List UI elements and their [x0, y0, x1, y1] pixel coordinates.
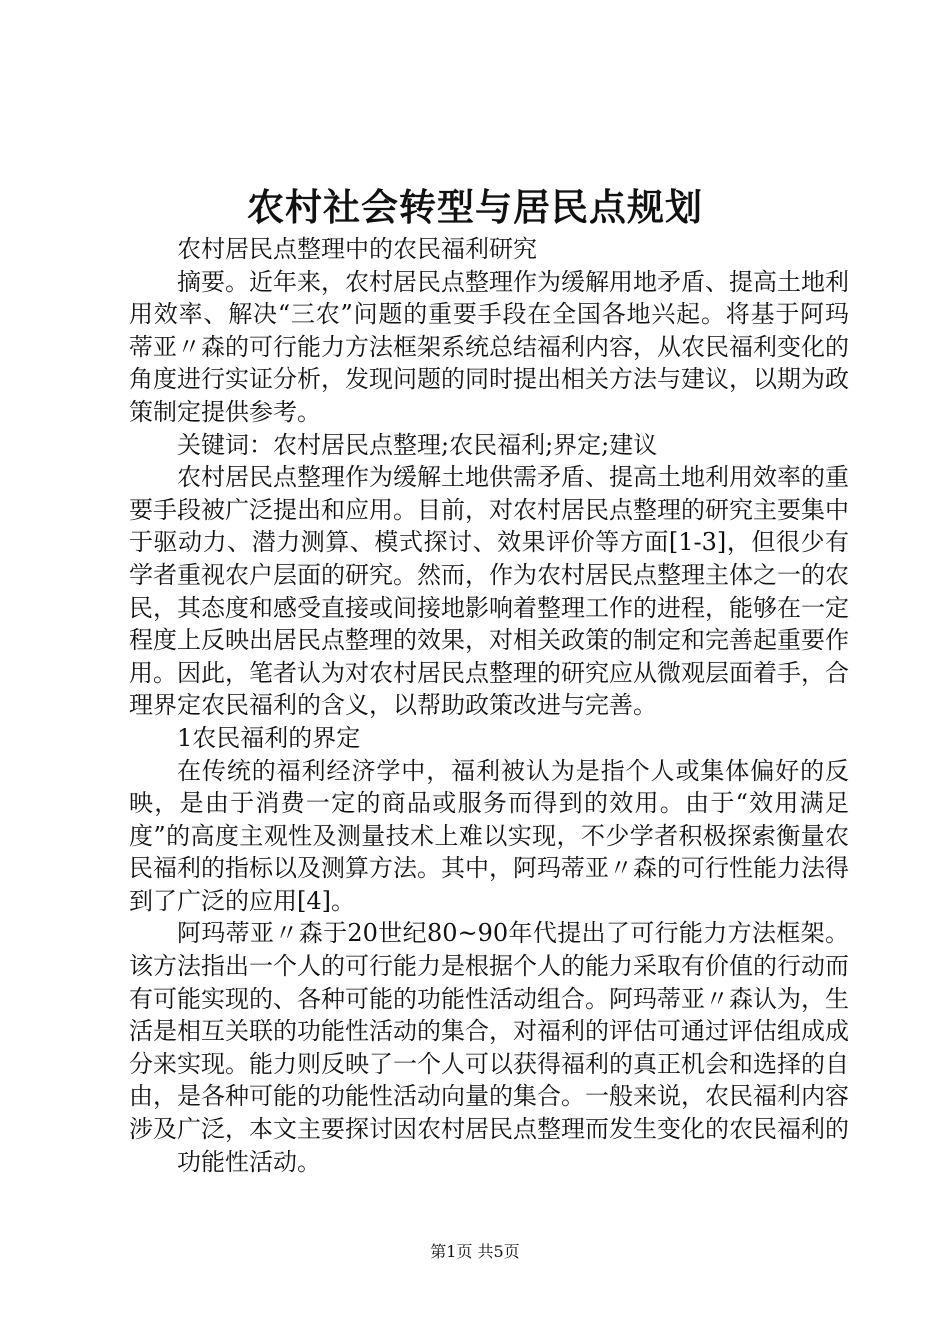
paper-subtitle: 农村居民点整理中的农民福利研究 — [177, 235, 537, 263]
body-paragraph: 功能性活动。 — [177, 1147, 321, 1176]
body-paragraph: 在传统的福利经济学中，福利被认为是指个人或集体偏好的反映，是由于消费一定的商品或服务而得到的效用。由于“效用满足度”的高度主观性及测量技术上难以实现，不少学者积极探索衡量农民福利的指标以及测算方法。其中，阿玛蒂亚〃森的可行性能力法得到了广泛的应用[4]。 — [129, 756, 849, 915]
body-paragraph: 阿玛蒂亚〃森于20世纪80~90年代提出了可行能力方法框架。该方法指出一个人的可行能力是根据个人的能力采取有价值的行动而有可能实现的、各种可能的功能性活动组合。阿玛蒂亚〃森认为，生活是相互关联的功能性活动的集合，对福利的评估可通过评估组成成分来实现。能力则反映了一个人可以获得福利的真正机会和选择的自由，是各种可能的功能性活动向量的集合。一般来说，农民福利内容涉及广泛，本文主要探讨因农村居民点整理而发生变化的农民福利的 — [129, 919, 849, 1144]
page-footer: 第1页 共5页 — [430, 1242, 520, 1261]
abstract-paragraph: 摘要。近年来，农村居民点整理作为缓解用地矛盾、提高土地利用效率、解决“三农”问题的重要手段在全国各地兴起。将基于阿玛蒂亚〃森的可行能力方法框架系统总结福利内容，从农民福利变化的角度进行实证分析，发现问题的同时提出相关方法与建议，以期为政策制定提供参考。 — [129, 267, 849, 426]
intro-paragraph: 农村居民点整理作为缓解土地供需矛盾、提高土地利用效率的重要手段被广泛提出和应用。目前，对农村居民点整理的研究主要集中于驱动力、潜力测算、模式探讨、效果评价等方面[1-3]，但很少有学者重视农户层面的研究。然而，作为农村居民点整理主体之一的农民，其态度和感受直接或间接地影响着整理工作的进程，能够在一定程度上反映出居民点整理的效果，对相关政策的制定和完善起重要作用。因此，笔者认为对农村居民点整理的研究应从微观层面着手，合理界定农民福利的含义，以帮助政策改进与完善。 — [129, 463, 849, 720]
section-heading: 1农民福利的界定 — [177, 723, 361, 752]
document-body — [129, 233, 849, 1178]
document-title: 农村社会转型与居民点规划 — [247, 185, 703, 229]
keywords-paragraph: 关键词：农村居民点整理;农民福利;界定;建议 — [177, 430, 658, 459]
